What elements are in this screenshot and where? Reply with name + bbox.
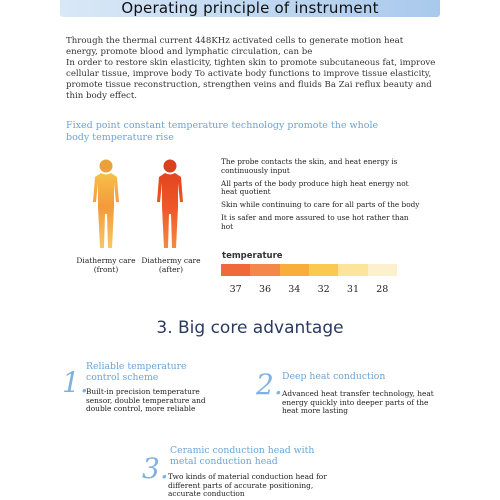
temperature-value: 28 [376,284,389,295]
intro-paragraph-1: Through the thermal current 448KHz activated cells to generate motion heat energy, promote blood and lymphatic circulation, can be [66,36,404,57]
intro-text [66,36,436,101]
probe-point: It is safer and more assured to use hot rather than hot [221,213,409,232]
temperature-segment [250,264,279,276]
core-advantage-title: 3. Big core advantage [156,318,344,338]
advantage-description: Advanced heat transfer technology, heat energy quickly into deeper parts of the heat more lasting [282,389,434,416]
temperature-color-bar [221,264,397,276]
body-figure-back [152,158,188,250]
probe-points-list [221,158,421,236]
probe-point: Skin while continuing to care for all parts of the body [221,200,420,210]
temperature-segment [221,264,250,276]
temperature-label: temperature [222,251,283,261]
probe-point: All parts of the body produce high heat energy not heat quotient [221,178,409,197]
intro-paragraph-2: In order to restore skin elasticity, tighten skin to promote subcutaneous fat, improve cellular tissue, improve body To activate body functions to improve tissue elasticity, promote tissue reconstruction, strengthen veins and fluids Ba Zai reflux beauty and thin body effect. [66,57,436,101]
caption-front: Diathermy care (front) [76,256,136,274]
temperature-segment [309,264,338,276]
temperature-value: 34 [288,284,301,295]
temperature-value: 32 [317,284,330,295]
temperature-segment [280,264,309,276]
temperature-segment [368,264,397,276]
caption-after: Diathermy care (after) [141,256,201,274]
temperature-segment [338,264,367,276]
temperature-value: 36 [258,284,272,295]
page-title: Operating principle of instrument [121,0,379,17]
advantage-number: 2. [256,368,283,401]
probe-point: The probe contacts the skin, and heat energy is continuously input [221,157,398,175]
temperature-value: 37 [229,284,242,295]
temperature-value: 31 [346,284,360,295]
body-figure-front [88,158,124,250]
advantage-title: Deep heat conduction [282,371,386,382]
advantage-description: Built-in precision temperature sensor, double temperature and double control, more reliable [86,387,206,414]
advantage-number: 3. [142,452,169,485]
advantage-title: Reliable temperature control scheme [86,361,187,383]
advantage-title: Ceramic conduction head with metal conduction head [170,445,315,467]
advantage-description: Two kinds of material conduction head for different parts of accurate positioning, accurate conduction [168,472,327,499]
temperature-values [221,284,397,295]
fixed-point-title: Fixed point constant temperature technology promote the whole body temperature rise [66,120,379,143]
advantage-number: 1. [62,366,89,399]
